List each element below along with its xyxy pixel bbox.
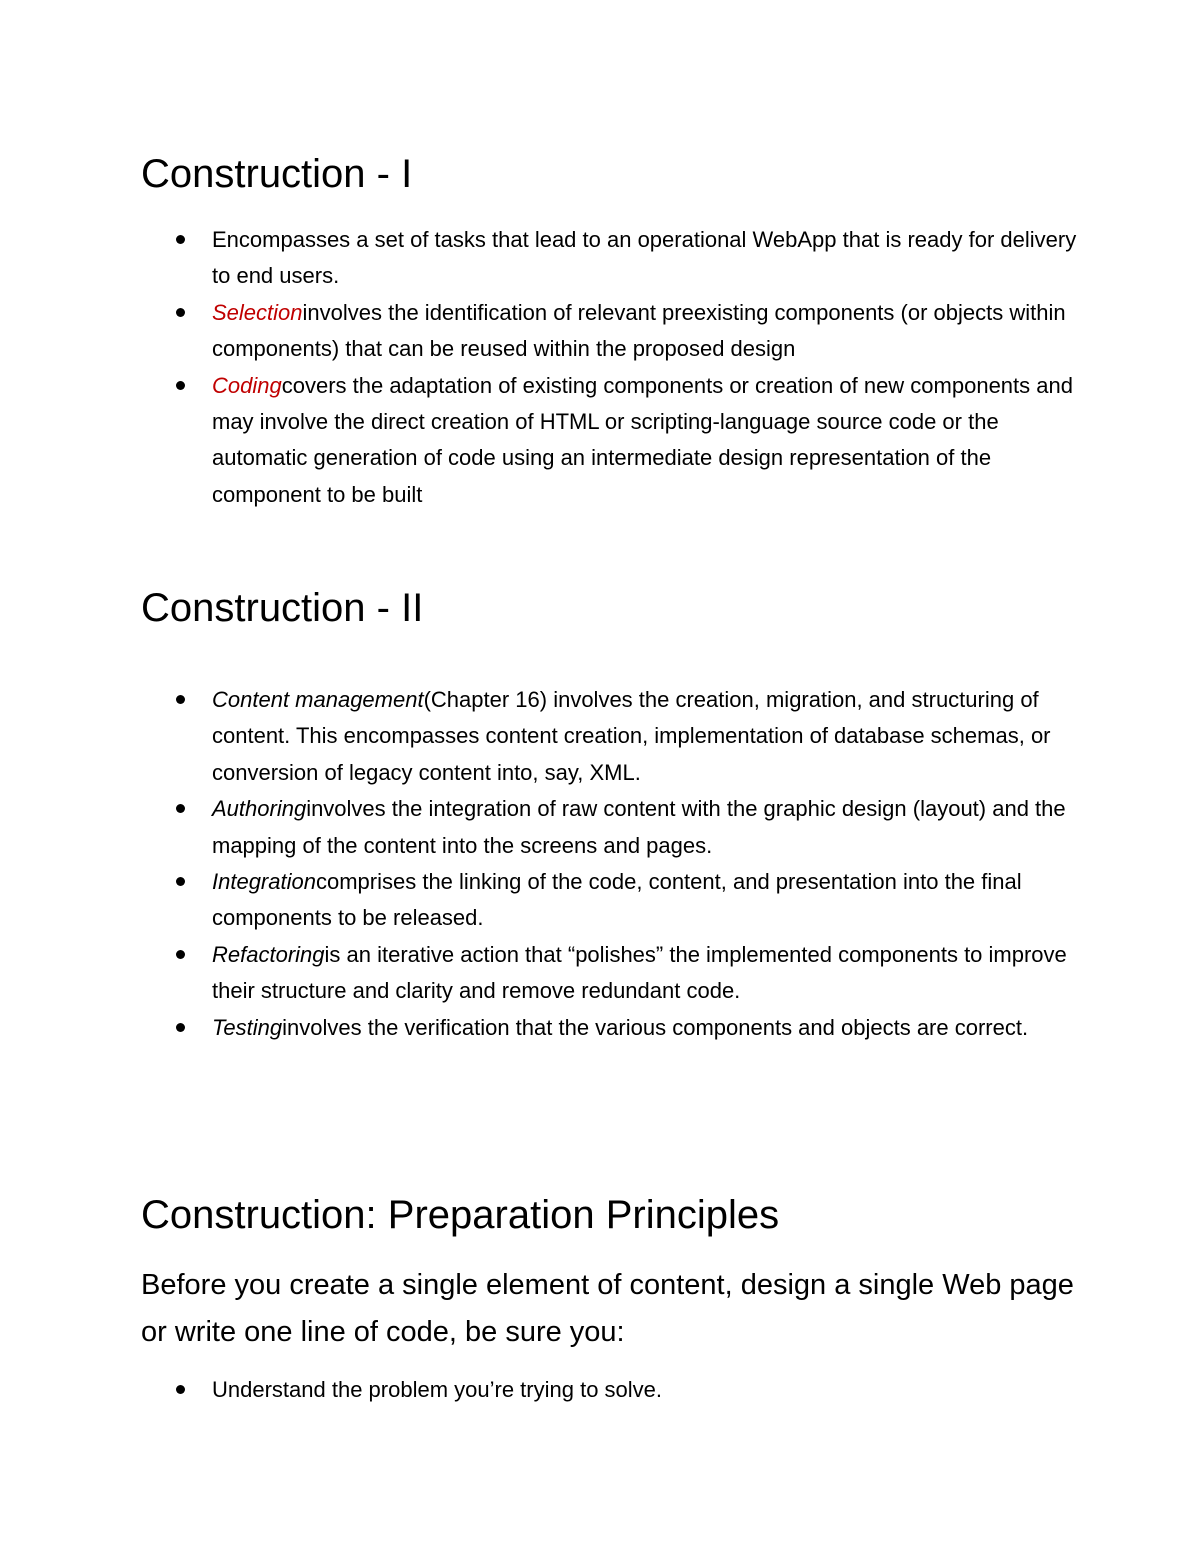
bullet-icon (176, 804, 185, 813)
item-text: Understand the problem you’re trying to solve. (212, 1377, 663, 1402)
list-item (0, 368, 1200, 514)
bullet-icon (176, 235, 185, 244)
section-heading-construction-1: Construction - I (141, 152, 413, 196)
section-heading-construction-2: Construction - II (141, 586, 424, 630)
item-text: (Chapter 16) involves the creation, migration, and structuring of content. This encompasses content creation, implementation of database schemas, or conversion of legacy content into, say, XML. (212, 687, 1051, 785)
item-term: Selection (212, 299, 303, 325)
item-term: Testing (212, 1014, 283, 1040)
bullet-list-construction-1 (0, 222, 1200, 513)
bullet-icon (176, 950, 185, 959)
bullet-icon (176, 877, 185, 886)
list-item (0, 864, 1200, 937)
list-item (0, 937, 1200, 1010)
bullet-list-construction-2 (0, 682, 1200, 1046)
section-heading-preparation-principles: Construction: Preparation Principles (141, 1193, 780, 1237)
item-text: comprises the linking of the code, content, and presentation into the final components to be released. (212, 869, 1022, 931)
item-text: involves the verification that the various components and objects are correct. (282, 1014, 1029, 1040)
item-text: is an iterative action that “polishes” the implemented components to improve their structure and clarity and remove redundant code. (212, 941, 1067, 1004)
bullet-icon (176, 1385, 185, 1394)
bullet-icon (176, 1023, 185, 1032)
bullet-list-preparation-principles (0, 1372, 1200, 1408)
list-item (0, 1372, 1200, 1408)
item-text: Encompasses a set of tasks that lead to an operational WebApp that is ready for delivery to end users. (212, 227, 1077, 289)
list-item (0, 791, 1200, 864)
list-item (0, 222, 1200, 295)
list-item (0, 1010, 1200, 1046)
list-item (0, 295, 1200, 368)
item-text: involves the identification of relevant preexisting components (or objects within components) that can be reused within the proposed design (212, 299, 1066, 362)
bullet-icon (176, 695, 185, 704)
intro-paragraph: Before you create a single element of content, design a single Web page or write one line of code, be sure you: (141, 1269, 1074, 1348)
item-term: Content management (212, 687, 424, 712)
list-item (0, 682, 1200, 791)
item-term: Refactoring (212, 941, 325, 967)
item-term: Integration (212, 869, 316, 895)
item-term: Authoring (212, 796, 307, 822)
bullet-icon (176, 381, 185, 390)
item-text: involves the integration of raw content with the graphic design (layout) and the mapping of the content into the screens and pages. (212, 796, 1066, 858)
item-term: Coding (212, 372, 282, 398)
item-text: covers the adaptation of existing components or creation of new components and may involve the direct creation of HTML or scripting-language source code or the automatic generation of code using an intermediate design representation of the component to be built (212, 372, 1073, 507)
bullet-icon (176, 308, 185, 317)
